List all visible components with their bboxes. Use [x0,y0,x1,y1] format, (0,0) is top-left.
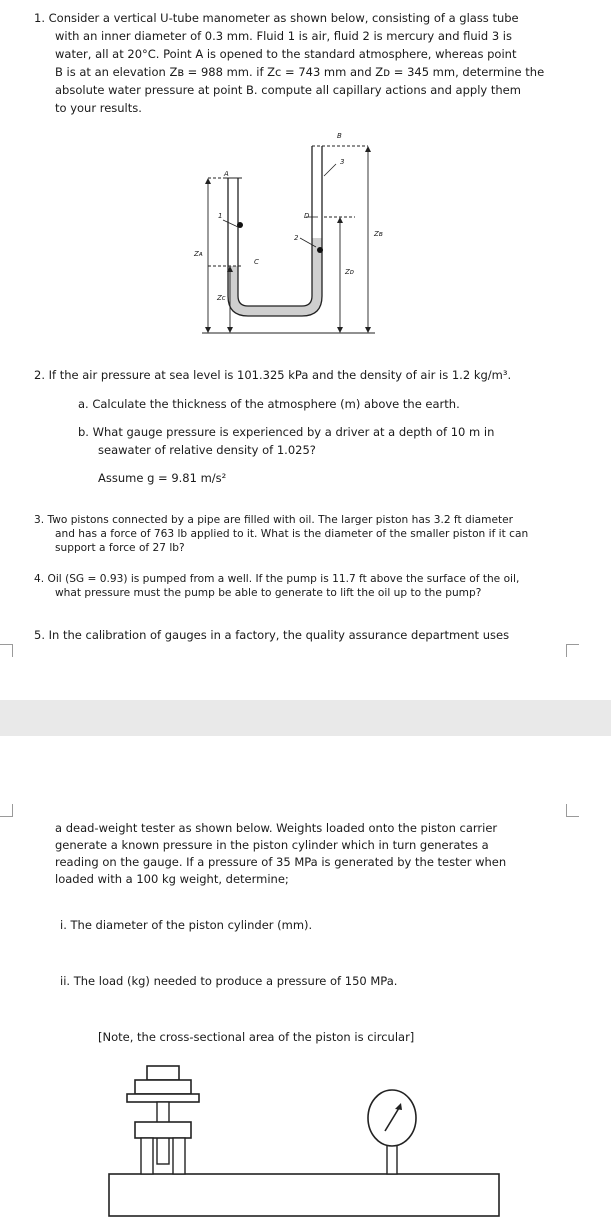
page-corner-mark [0,804,13,817]
label-a: A [224,170,229,178]
label-fluid-2: 2 [294,234,299,242]
q3-line-3: support a force of 27 lb? [55,542,185,554]
q5-line-start: 5. In the calibration of gauges in a factory, the quality assurance department uses [34,628,510,642]
page-corner-mark [566,804,579,817]
q5-part-i: i. The diameter of the piston cylinder (mm). [60,918,313,932]
q5-line-4: loaded with a 100 kg weight, determine; [55,872,289,886]
q1-line-4: B is at an elevation Zʙ = 988 mm. if Zc = 743 mm and Zᴅ = 345 mm, determine the [55,65,545,79]
dead-weight-tester-figure [105,1058,505,1218]
q1-line-1: 1. Consider a vertical U-tube manometer as shown below, consisting of a glass tube [34,11,519,25]
q1-line-5: absolute water pressure at point B. compute all capillary actions and apply them [55,83,521,97]
q2-part-a: a. Calculate the thickness of the atmosphere (m) above the earth. [78,397,460,411]
q5-part-ii: ii. The load (kg) needed to produce a pressure of 150 MPa. [60,974,398,988]
q5-line-2: generate a known pressure in the piston cylinder which in turn generates a [55,838,489,852]
label-zc: Zc [217,294,226,302]
page-corner-mark [0,644,13,657]
q3-line-1: 3. Two pistons connected by a pipe are filled with oil. The larger piston has 3.2 ft diameter [34,514,514,526]
label-za: Zᴀ [194,250,203,258]
page-separator [0,700,611,736]
label-fluid-1: 1 [218,212,223,220]
q3-line-2: and has a force of 763 lb applied to it. What is the diameter of the smaller piston if it can [55,528,529,540]
q2-intro: 2. If the air pressure at sea level is 101.325 kPa and the density of air is 1.2 kg/m³. [34,368,512,382]
q4-line-1: 4. Oil (SG = 0.93) is pumped from a well. If the pump is 11.7 ft above the surface of the oil, [34,573,520,585]
page-corner-mark [566,644,579,657]
label-b: B [337,132,342,140]
u-tube-manometer-figure [190,128,390,340]
q4-line-2: what pressure must the pump be able to generate to lift the oil up to the pump? [55,587,482,599]
q2-part-b-line-2: seawater of relative density of 1.025? [98,443,316,457]
q1-line-3: water, all at 20°C. Point A is opened to the standard atmosphere, whereas point [55,47,517,61]
q5-line-3: reading on the gauge. If a pressure of 35 MPa is generated by the tester when [55,855,507,869]
q5-line-1: a dead-weight tester as shown below. Weights loaded onto the piston carrier [55,821,498,835]
q1-line-6: to your results. [55,101,142,115]
label-fluid-3: 3 [340,158,345,166]
label-d: D [304,212,310,220]
q2-assume: Assume g = 9.81 m/s² [98,471,227,485]
label-zb: Zʙ [374,230,383,238]
label-zd: Zᴅ [345,268,355,276]
q5-note: [Note, the cross-sectional area of the piston is circular] [98,1030,415,1044]
q1-line-2: with an inner diameter of 0.3 mm. Fluid 1 is air, fluid 2 is mercury and fluid 3 is [55,29,512,43]
q2-part-b-line-1: b. What gauge pressure is experienced by a driver at a depth of 10 m in [78,425,495,439]
label-c: C [254,258,259,266]
